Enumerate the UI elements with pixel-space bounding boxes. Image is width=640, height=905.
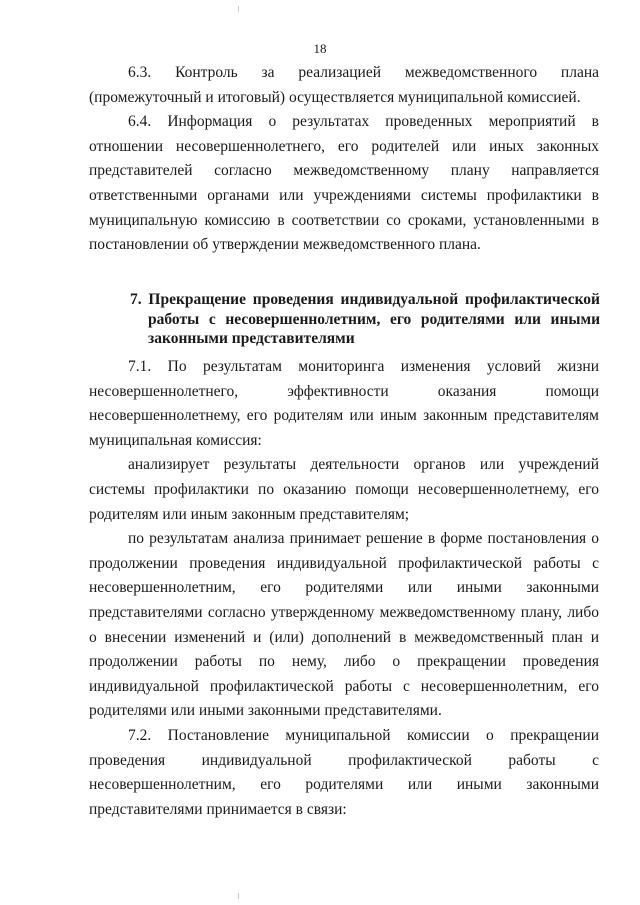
section-7-heading: 7. Прекращение проведения индивидуальной профилактической работы с несовершеннолетним, его родителями или иными законными представителями (130, 291, 600, 347)
paragraph-7-1-analysis: анализирует результаты деятельности органов или учреждений системы профилактики по оказанию помощи несовершеннолетнему, его родителям или иным законным представителям; (89, 456, 599, 523)
section-6-text (89, 61, 599, 258)
paragraph-7-1: 7.1. По результатам мониторинга изменения условий жизни несовершеннолетнего, эффективности оказания помощи несовершеннолетнему, его родителям или иным законным представителям муниципальная комиссия: (89, 358, 599, 449)
paragraph-7-2: 7.2. Постановление муниципальной комиссии о прекращении проведения индивидуальной профилактической работы с несовершеннолетним, его родителями или иными законными представителями принимается в связи: (89, 726, 599, 818)
paragraph-6-3: 6.3. Контроль за реализацией межведомственного плана (промежуточный и итоговый) осуществляется муниципальной комиссией. (89, 64, 599, 106)
page-number: 18 (313, 41, 327, 56)
paragraph-6-4: 6.4. Информация о результатах проведенных мероприятий в отношении несовершеннолетнего, его родителей или иных законных представителей согласно межведомственному плану направляется ответственными органами или учреждениями системы профилактики в муниципальную комиссию в соответствии со сроками, установленными в постановлении об утверждении межведомственного плана. (89, 113, 599, 254)
section-7-text (89, 355, 599, 822)
scan-mark-top (238, 6, 239, 12)
paragraph-7-1-decision: по результатам анализа принимает решение в форме постановления о продолжении проведения индивидуальной профилактической работы с несовершеннолетним, его родителями или иными законными представителями согласно утвержденному межведомственному плану, либо о внесении изменений и (или) дополнений в межведомственный план и продолжении работы по нему, либо о прекращении проведения индивидуальной профилактической работы с несовершеннолетним, его родителями или иными законными представителями. (89, 530, 599, 720)
scan-mark-bottom (238, 893, 239, 899)
